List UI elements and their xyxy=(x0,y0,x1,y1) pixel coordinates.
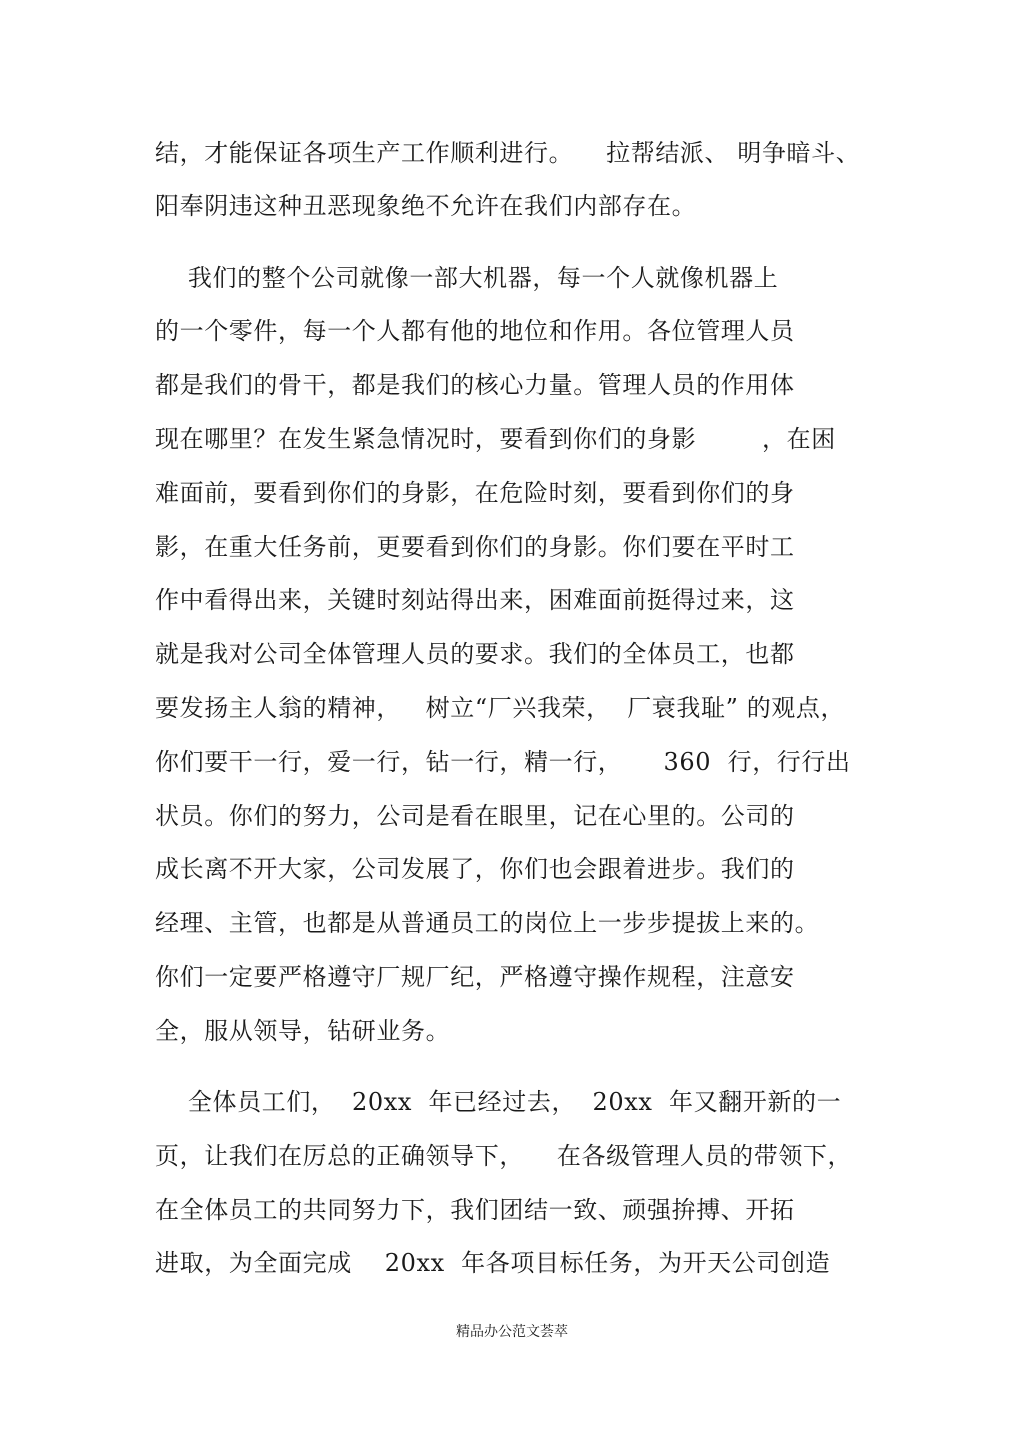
text-line: 就是我对公司全体管理人员的要求。我们的全体员工，也都 xyxy=(155,640,795,668)
text-line: 作中看得出来，关键时刻站得出来，困难面前挺得过来，这 xyxy=(155,586,795,614)
text-line: 要发扬主人翁的精神， 树立“厂兴我荣， 厂衰我耻” 的观点， xyxy=(155,694,846,722)
text-line: 的一个零件，每一个人都有他的地位和作用。各位管理人员 xyxy=(155,317,795,345)
text-line: 页，让我们在厉总的正确领导下， 在各级管理人员的带领下， xyxy=(155,1142,853,1170)
text-line: 难面前，要看到你们的身影，在危险时刻，要看到你们的身 xyxy=(155,479,795,507)
text-line: 我们的整个公司就像一部大机器，每一个人就像机器上 xyxy=(155,264,779,292)
text-line: 进取，为全面完成 20xx 年各项目标任务，为开天公司创造 xyxy=(155,1249,831,1277)
text-line: 成长离不开大家，公司发展了，你们也会跟着进步。我们的 xyxy=(155,855,795,883)
text-line: 都是我们的骨干，都是我们的核心力量。管理人员的作用体 xyxy=(155,371,795,399)
text-line: 现在哪里？在发生紧急情况时，要看到你们的身影 ，在困 xyxy=(155,425,836,453)
text-line: 在全体员工的共同努力下，我们团结一致、顽强拚搏、开拓 xyxy=(155,1196,795,1224)
text-line: 你们一定要严格遵守厂规厂纪，严格遵守操作规程，注意安 xyxy=(155,963,795,991)
text-line: 结，才能保证各项生产工作顺利进行。 拉帮结派、 明争暗斗、 xyxy=(155,139,861,167)
text-line: 全，服从领导，钻研业务。 xyxy=(155,1017,451,1045)
text-line: 你们要干一行，爱一行，钻一行，精一行， 360 行，行行出 xyxy=(155,748,851,776)
page-footer: 精品办公范文荟萃 xyxy=(456,1324,568,1340)
text-line: 状员。你们的努力，公司是看在眼里，记在心里的。公司的 xyxy=(155,802,795,830)
text-line: 经理、主管，也都是从普通员工的岗位上一步步提拔上来的。 xyxy=(155,909,820,937)
text-line: 影，在重大任务前，更要看到你们的身影。你们要在平时工 xyxy=(155,533,795,561)
text-line: 阳奉阴违这种丑恶现象绝不允许在我们内部存在。 xyxy=(155,192,697,220)
text-line: 全体员工们， 20xx 年已经过去， 20xx 年又翻开新的一 xyxy=(155,1088,842,1116)
